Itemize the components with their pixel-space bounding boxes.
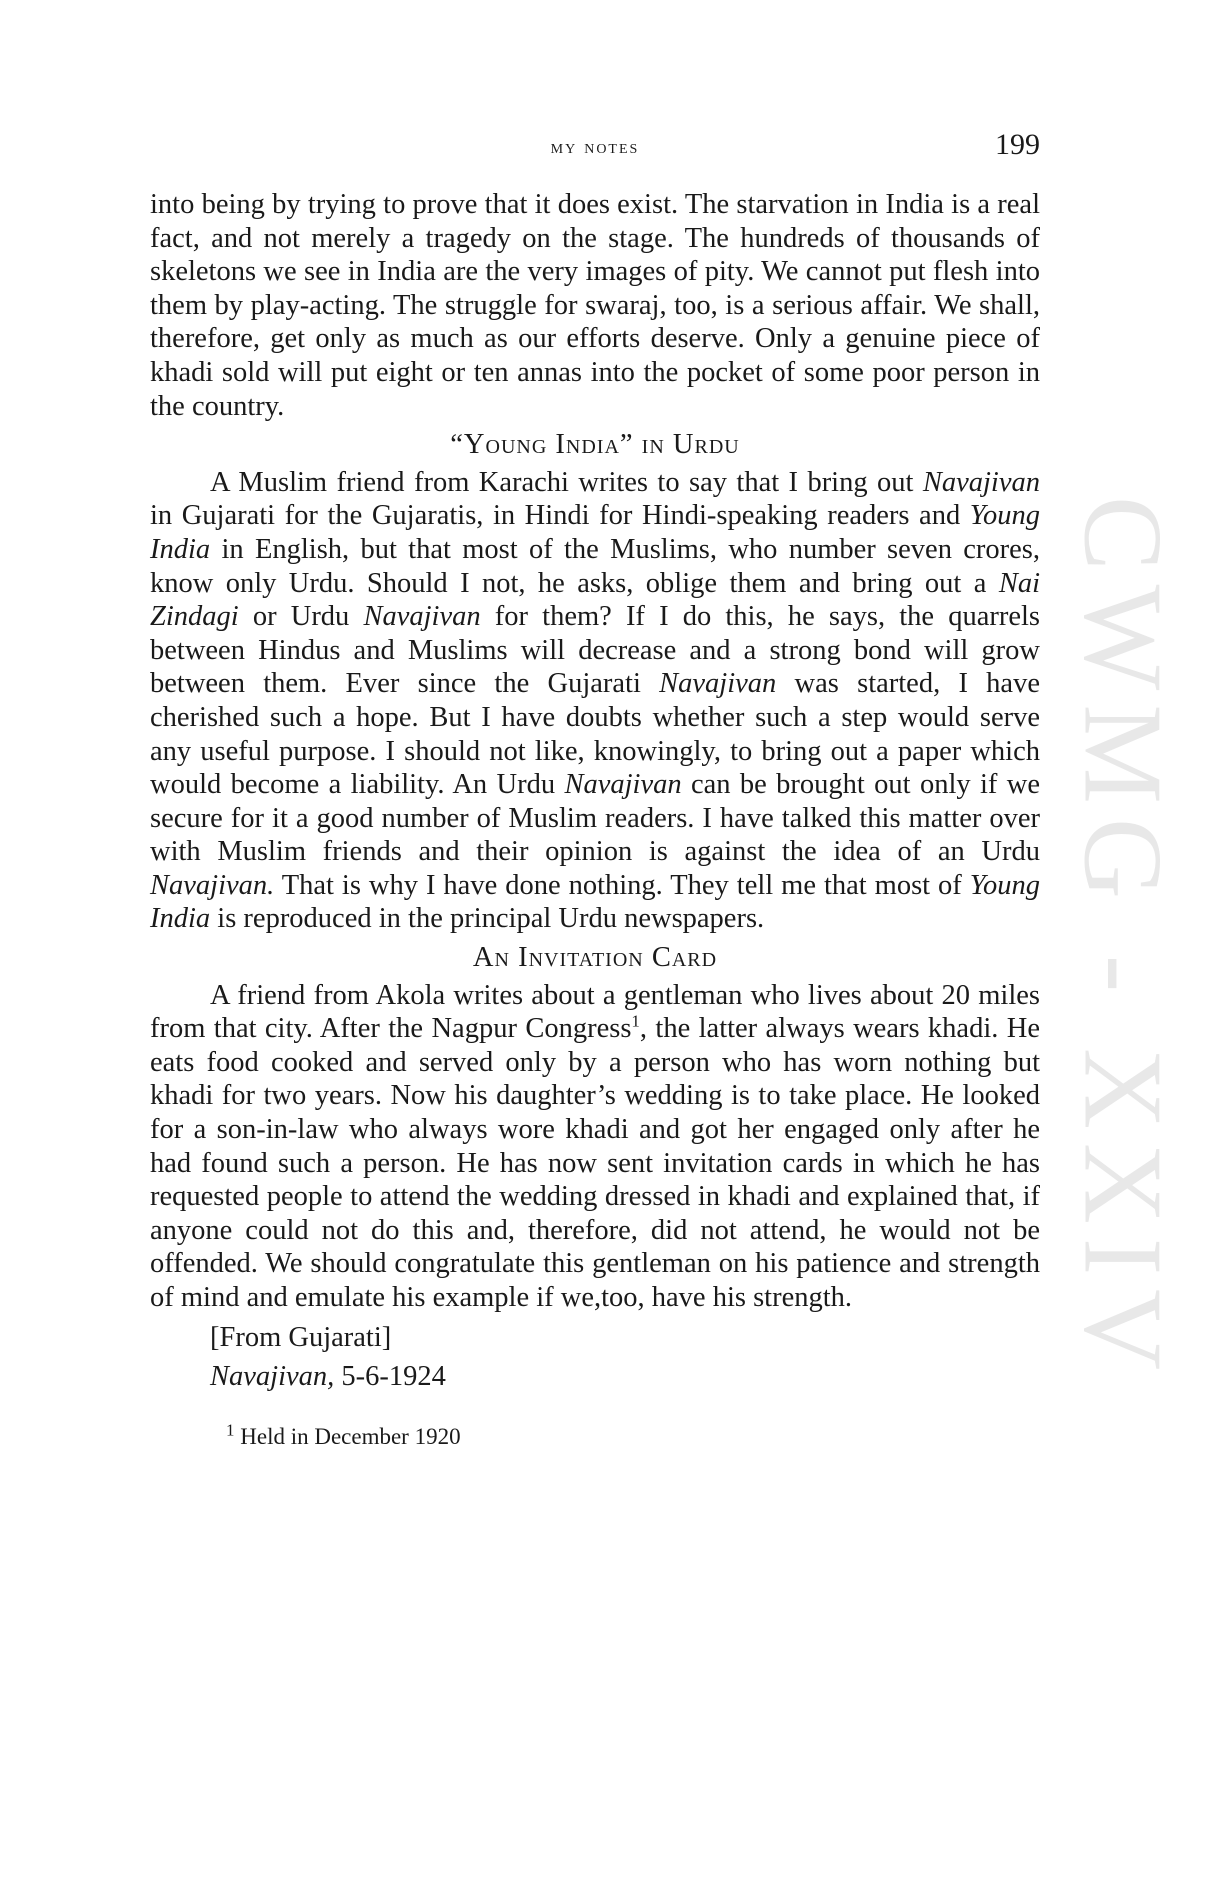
publication-title: Navajivan xyxy=(659,668,777,700)
body-text xyxy=(150,188,1040,1453)
running-head xyxy=(150,128,1040,168)
text-run: in Gujarati for the Gujaratis, in Hindi for Hindi-speaking readers and xyxy=(150,500,970,532)
watermark: CWMG - XXIV xyxy=(1060,495,1185,1385)
section-heading-young-india-urdu: “Young India” in Urdu xyxy=(450,429,740,461)
text-run: for them? If I do this, he says, the quarrels between Hindus and Muslims will decrease and a strong bond will grow between them. Ever since the Gujarati xyxy=(150,601,1040,700)
text-run: or Urdu xyxy=(238,601,364,633)
footnote-mark: 1 xyxy=(226,1420,235,1440)
running-title: my notes xyxy=(550,136,640,158)
publication-title: Navajivan xyxy=(363,601,481,633)
publication-title: Navajivan. xyxy=(150,869,275,901)
text-run: in English, but that most of the Muslims, who number seven crores, know only Urdu. Should I not, he asks, oblige them and bring out a xyxy=(150,533,1040,599)
publication-title: Young India xyxy=(150,500,1040,565)
text-run: is reproduced in the principal Urdu newspapers. xyxy=(210,903,765,935)
page-number: 199 xyxy=(995,128,1040,161)
text-run: was started, I have cherished such a hope. But I have doubts whether such a step would serve any useful purpose. I should not like, knowingly, to bring out a paper which would become a liability. An Urdu xyxy=(150,668,1040,801)
text-run: can be brought out only if we secure for it a good number of Muslim readers. I have talked this matter over with Muslim friends and their opinion is against the idea of an Urdu xyxy=(150,769,1040,868)
text-run: A friend from Akola writes about a gentleman who lives about 20 miles from that city. After the Nagpur Congress xyxy=(150,979,1040,1045)
intro-paragraph: into being by trying to prove that it does exist. The starvation in India is a real fact, and not merely a tragedy on the stage. The hundreds of thousands of skeletons we see in India are the very images of pity. We cannot put flesh into them by play-acting. The struggle for swaraj, too, is a serious affair. We shall, therefore, get only as much as our efforts deserve. Only a genuine piece of khadi sold will put eight or ten annas into the pocket of some poor person in the country. xyxy=(150,189,1040,422)
publication-title: Navajivan xyxy=(922,466,1040,498)
citation-publication: Navajivan, xyxy=(210,1361,335,1393)
footnote-text: Held in December 1920 xyxy=(234,1423,461,1449)
footnote-reference: 1 xyxy=(631,1011,640,1031)
young-india-urdu-paragraph xyxy=(150,466,1040,936)
source-note: [From Gujarati] xyxy=(210,1321,392,1353)
publication-title: Young India xyxy=(150,869,1040,935)
publication-title: Nai Zindagi xyxy=(150,567,1040,633)
text-run: , the latter always wears khadi. He eats food cooked and served only by a person who has worn nothing but khadi for two years. Now his daughter’s wedding is to take place. He looked for a son-in-law who always wore khadi and got her engaged only after he had found such a person. He has now sent invitation cards in which he has requested people to attend the wedding dressed in khadi and explained that, if anyone could not do this and, therefore, did not attend, he would not be offended. We should congratulate this gentleman on his patience and strength of mind and emulate his example if we,too, have his strength. xyxy=(150,1013,1040,1313)
section-heading-invitation-card: An Invitation Card xyxy=(472,942,718,974)
citation-date: 5-6-1924 xyxy=(334,1361,446,1393)
invitation-card-paragraph xyxy=(150,979,1040,1315)
text-run: A Muslim friend from Karachi writes to say that I bring out xyxy=(210,466,923,498)
publication-title: Navajivan xyxy=(564,769,682,801)
text-run: That is why I have done nothing. They tell me that most of xyxy=(274,869,970,901)
citation xyxy=(210,1360,1040,1394)
footnote xyxy=(226,1420,1040,1454)
